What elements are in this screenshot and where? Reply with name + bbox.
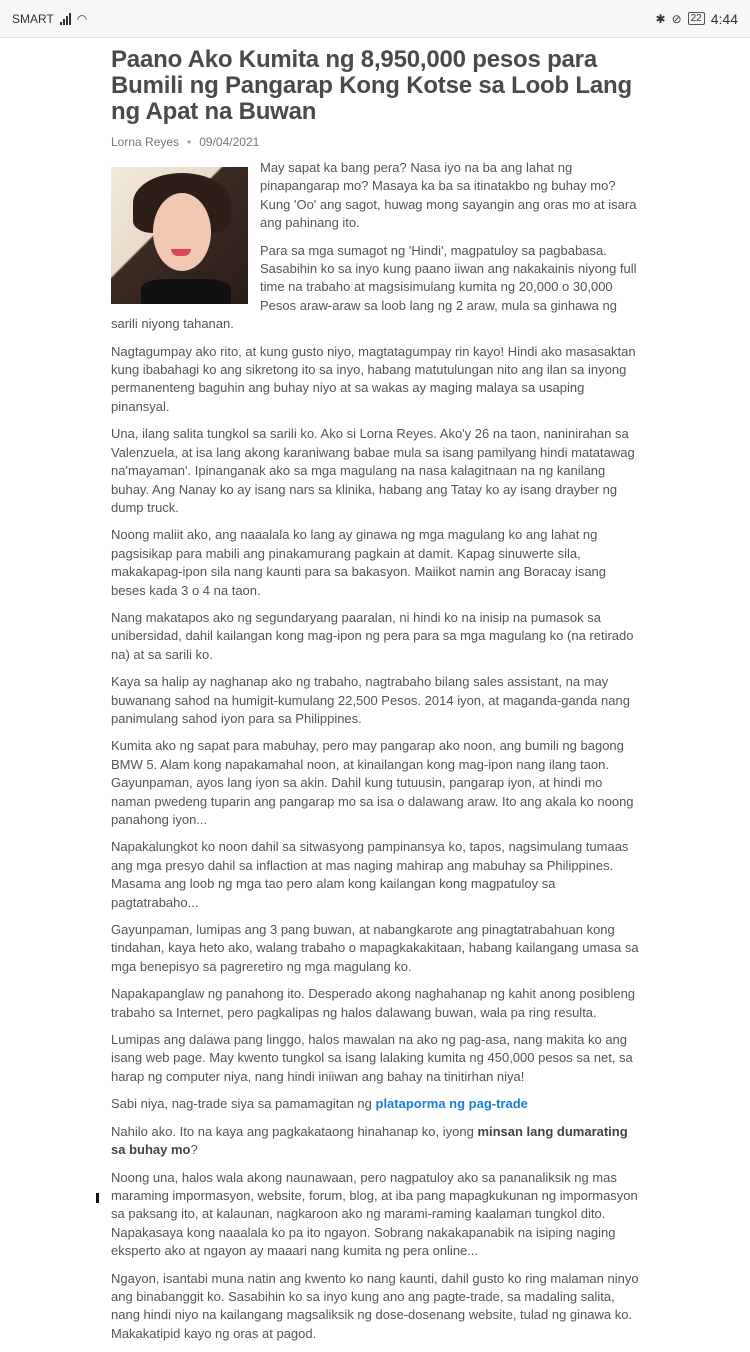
article-body: [111, 159, 641, 1343]
paragraph: Noong maliit ako, ang naaalala ko lang ay ginawa ng mga magulang ko ang lahat ng pagsisikap para mabili ang pinakamurang pagkain at damit. Kapag sinuwerte sila, makakapag-ipon sila nang kaunti para sa bakasyon. Maiikot namin ang Boracay isang beses kada 3 o 4 na taon.: [111, 527, 607, 598]
author-name[interactable]: Lorna Reyes: [111, 135, 180, 149]
paragraph: [111, 1095, 641, 1113]
paragraph: Ngayon, isantabi muna natin ang kwento ko nang kaunti, dahil gusto ko ring malaman ninyo ang binabanggit ko. Sasabihin ko sa inyo kung ano ang pagte-trade, sa madaling salita, nang hindi niyo na kailangang magsaliksik ng dose-dosenang website, tulad ng ginawa ko. Makakatipid kayo ng oras at pagod.: [111, 1270, 639, 1341]
publish-date: 09/04/2021: [199, 135, 260, 149]
paragraph: Napakalungkot ko noon dahil sa sitwasyong pampinansya ko, tapos, nagsimulang tumaas ang mga presyo dahil sa inflaction at mas naging mahirap ang mabuhay sa Philippines. Masama ang loob ng mga tao pero alam kong kailangan kong magpatuloy sa pagtatrabaho...: [111, 839, 629, 910]
paragraph: Noong una, halos wala akong naunawaan, pero nagpatuloy ako sa pananaliksik ng mas maraming impormasyon, website, forum, blog, at iba pang mapagkukunan ng impormasyon sa paksang ito, at kalaunan, nagkaroon ako ng marami-raming kaalaman tungkol dito. Napakasaya kong naaalala ko pa ito ngayon. Sobrang nakakapanabik na isiping naging eksperto ako at ngayon ay maaari nang kumita ng pera online...: [111, 1169, 638, 1259]
bold-text: minsan lang dumarating sa buhay mo: [111, 1123, 628, 1158]
meta-separator: •: [187, 135, 192, 149]
blockquote-bar: [96, 1193, 99, 1203]
paragraph-text: Nahilo ako. Ito na kaya ang pagkakataong hinahanap ko, iyong: [111, 1123, 478, 1139]
battery-icon: 22: [688, 12, 705, 25]
paragraph: Para sa mga sumagot ng 'Hindi', magpatuloy sa pagbabasa. Sasabihin ko sa inyo kung paano iiwan ang nakakainis niyong full time na trabaho at magsisimulang kumita ng 20,000 o 30,000 Pesos araw-araw sa loob lang ng 2 araw, mula sa ginhawa ng sarili niyong tahanan.: [111, 242, 637, 332]
paragraph: May sapat ka bang pera? Nasa iyo na ba ang lahat ng pinapangarap mo? Masaya ka ba sa itinatakbo ng buhay mo? Kung 'Oo' ang sagot, huwag mong sayangin ang oras mo at isara ang pahinang ito.: [260, 160, 637, 231]
bluetooth-icon: ✱: [655, 11, 666, 26]
paragraph-text: ?: [190, 1142, 198, 1158]
paragraph: [111, 1123, 641, 1160]
paragraph: Kumita ako ng sapat para mabuhay, pero may pangarap ako noon, ang bumili ng bagong BMW 5. Alam kong napakamahal noon, at kinailangan kong mag-ipon nang ilang taon. Gayunpaman, ayos lang iyon sa akin. Dahil kung tutuusin, pangarap iyon, at hindi mo naman pwedeng tuparin ang pangarap mo sa isa o dalawang araw. Ito ang akala ko noong panahong iyon...: [111, 738, 634, 827]
paragraph: Gayunpaman, lumipas ang 3 pang buwan, at nabangkarote ang pinagtatrabahuan kong tindahan, kaya heto ako, walang trabaho o mapagkakakitaan, habang kailangang umasa sa mga benepisyo sa pagreretiro ng mga magulang ko.: [111, 922, 639, 974]
article-title: Paano Ako Kumita ng 8,950,000 pesos para Bumili ng Pangarap Kong Kotse sa Loob Lang ng Apat na Buwan: [111, 46, 632, 125]
trading-platform-link[interactable]: plataporma ng pag-trade: [375, 1096, 528, 1112]
paragraph-text: Sabi niya, nag-trade siya sa pamamagitan ng: [111, 1096, 376, 1112]
author-photo: [111, 167, 248, 304]
signal-icon: [60, 13, 71, 25]
paragraph: Una, ilang salita tungkol sa sarili ko. Ako si Lorna Reyes. Ako'y 26 na taon, naninirahan sa Valenzuela, at isa lang akong karaniwang babae mula sa isang pamilyang hindi matatawag na'mayaman'. Ipinanganak ako sa mga magulang na nasa kalagitnaan na ng kanilang buhay. Ang Nanay ko ay isang nars sa klinika, habang ang Tatay ko ay isang drayber ng dump truck.: [111, 426, 635, 515]
article-meta: [111, 135, 641, 149]
paragraph: Nagtagumpay ako rito, at kung gusto niyo, magtatagumpay rin kayo! Hindi ako masasaktan kung ibabahagi ko ang sikretong ito sa inyo, habang matutulungan nito ang ilan sa inyong permanenteng baguhin ang buhay niyo at sa wakas ay maging malaya sa usaping pinansyal.: [111, 343, 636, 414]
carrier-label: SMART: [12, 11, 54, 26]
paragraph: Nang makatapos ako ng segundaryang paaralan, ni hindi ko na inisip na pumasok sa unibersidad, dahil kailangan kong mag-ipon ng pera para sa mga magulang ko (na retirado na) at sa sarili ko.: [111, 609, 634, 662]
wifi-icon: ◠: [76, 11, 88, 26]
status-bar: [0, 0, 750, 38]
paragraph: Napakapanglaw ng panahong ito. Desperado akong naghahanap ng kahit anong posibleng trabaho sa Internet, pero pagkalipas ng halos dalawang buwan, wala pa ring resulta.: [111, 986, 636, 1020]
article: [111, 47, 641, 1352]
clock: 4:44: [710, 10, 738, 27]
notifications-off-icon: ⊘: [671, 11, 682, 26]
paragraph: Lumipas ang dalawa pang linggo, halos mawalan na ako ng pag-asa, nang makita ko ang isang web page. May kwento tungkol sa isang lalaking kumita ng 450,000 pesos sa net, sa harap ng computer niya, nang hindi iniiwan ang bahay na tinitirhan niya!: [111, 1032, 633, 1084]
paragraph: Kaya sa halip ay naghanap ako ng trabaho, nagtrabaho bilang sales assistant, na may buwanang sahod na humigit-kumulang 22,500 Pesos. 2014 iyon, at maganda-ganda nang panimulang sahod iyon para sa Philippines.: [111, 674, 630, 726]
